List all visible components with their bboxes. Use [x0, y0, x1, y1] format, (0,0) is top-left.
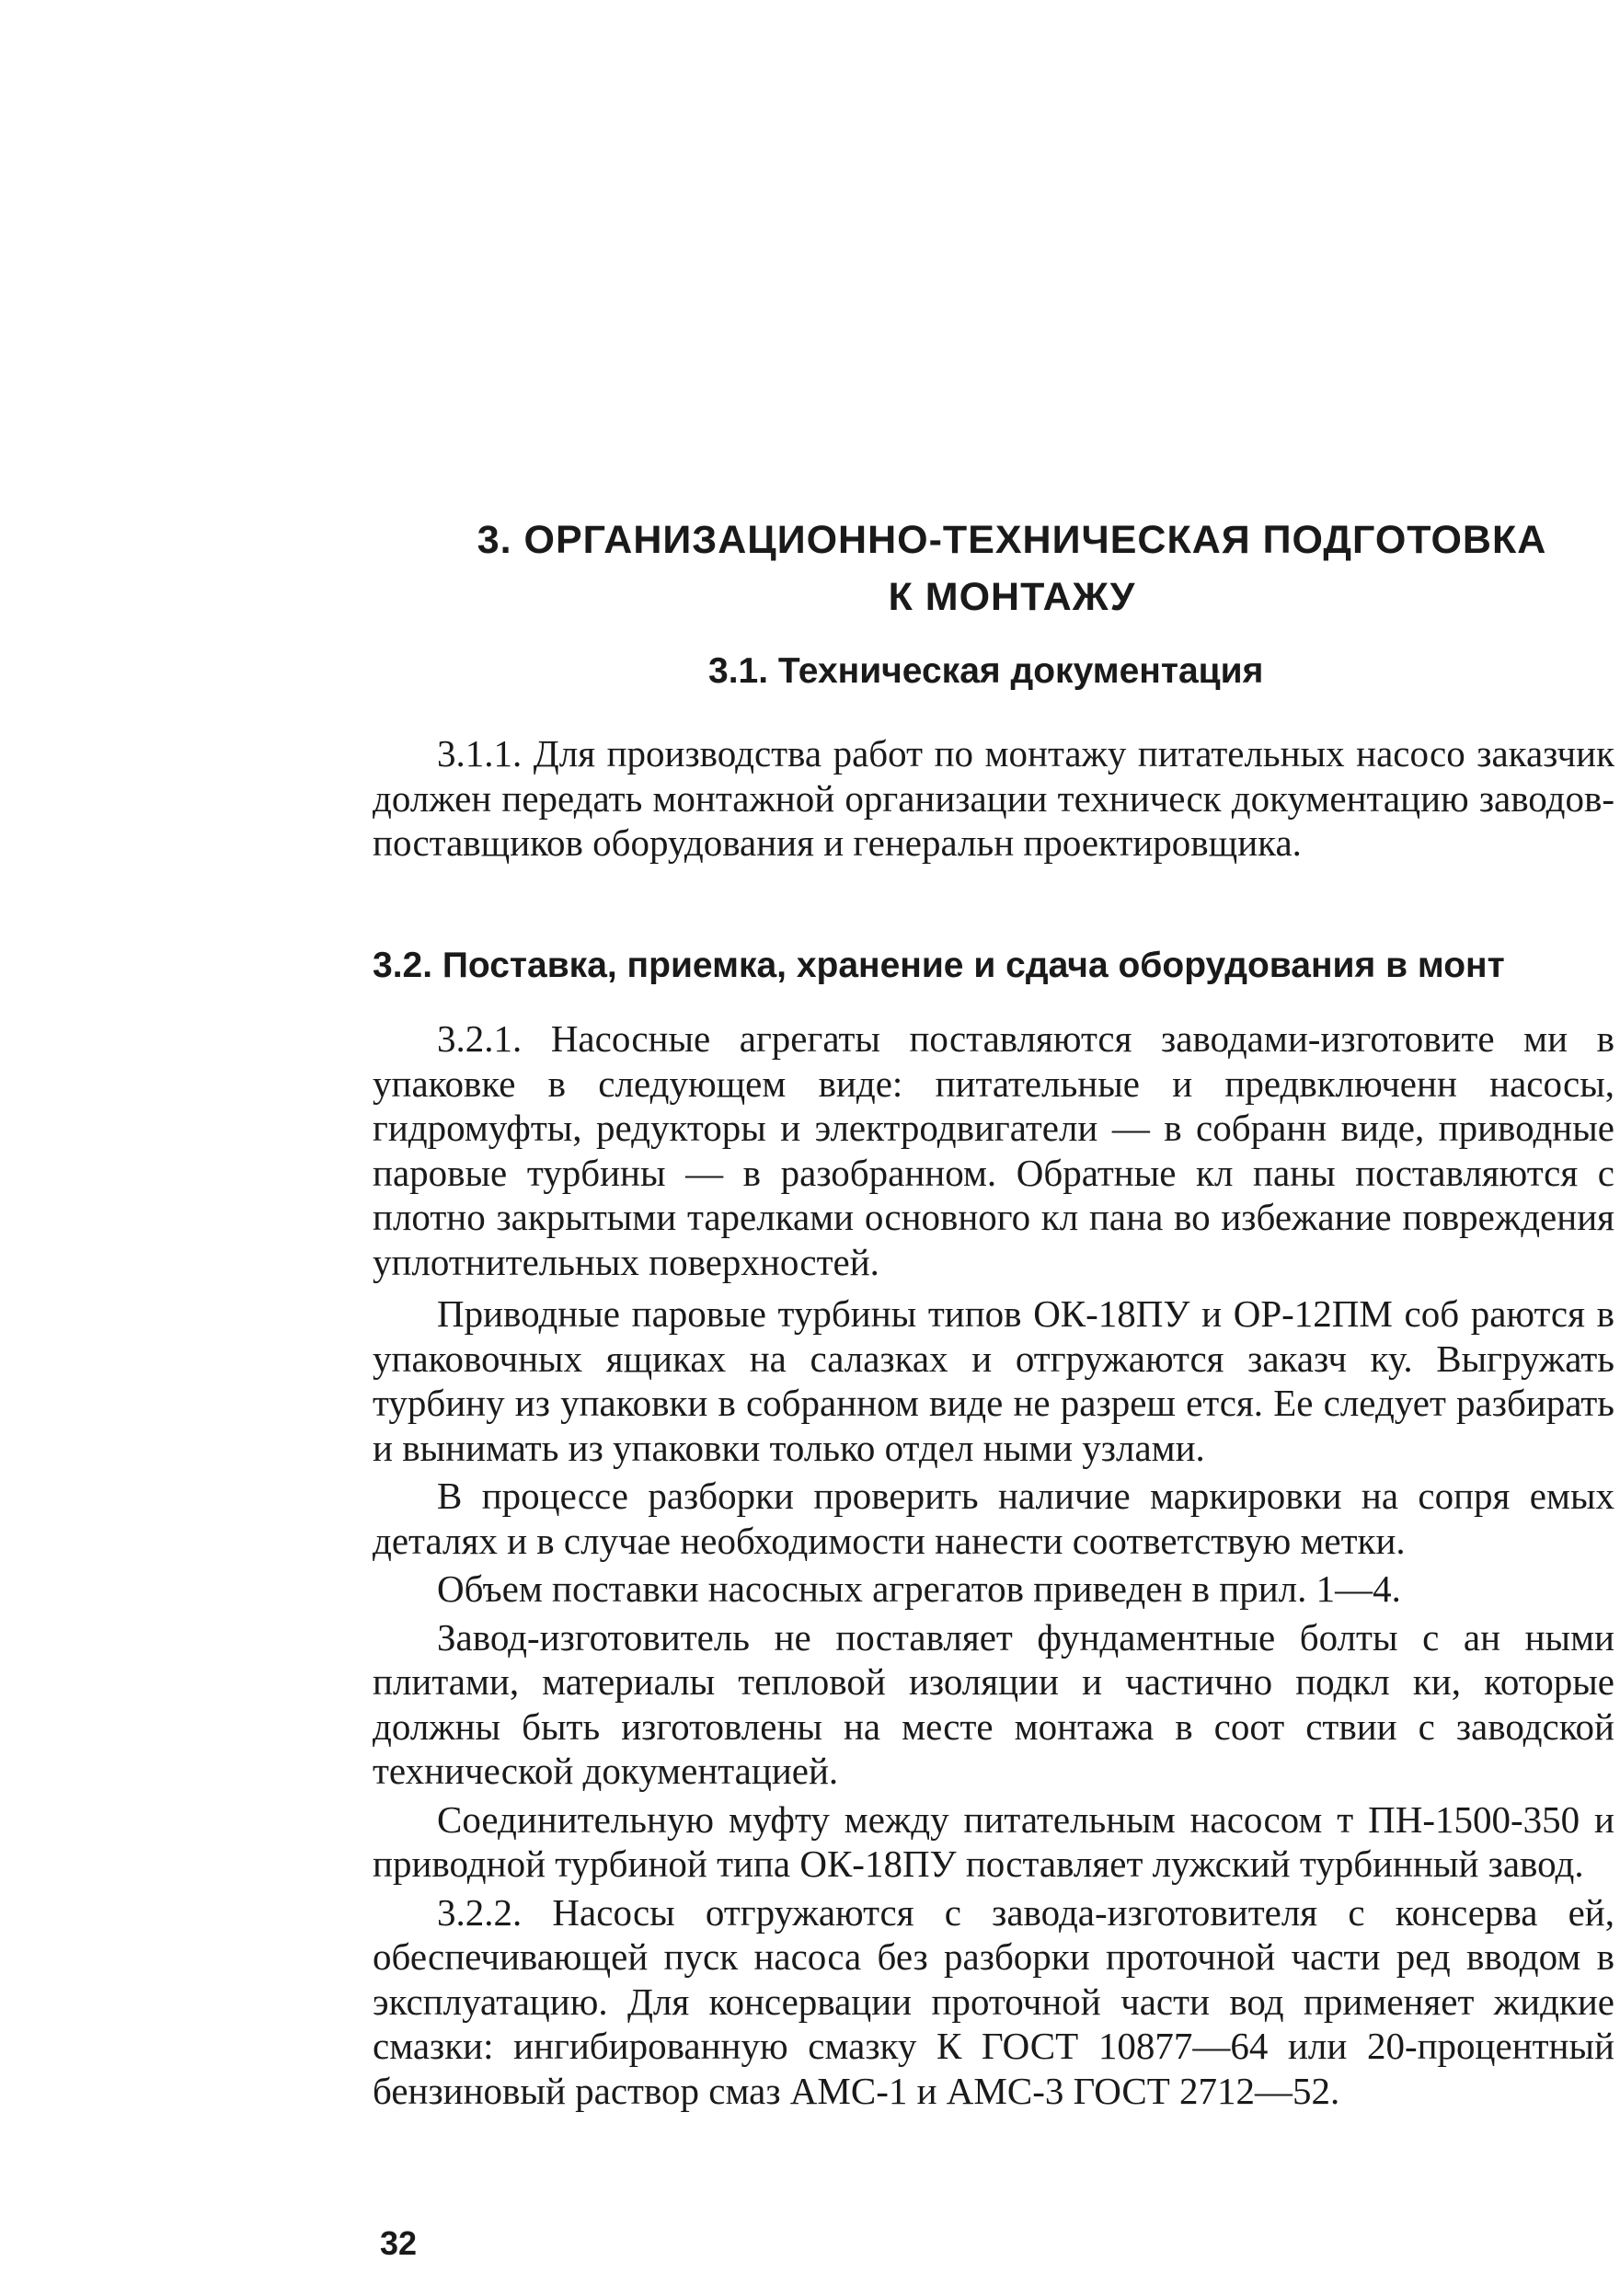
- paragraph-3-1-1: 3.1.1. Для производства работ по монтажу питательных насосо заказчик должен передать монтажной организации техническ документацию заводов-поставщиков оборудования и генеральн проектировщика.: [373, 732, 1614, 864]
- chapter-title-line-2: К МОНТАЖУ: [888, 575, 1136, 619]
- paragraph-coupling: Соединительную муфту между питательным насосом т ПН-1500-350 и приводной турбиной типа ОК-18ПУ поставляет лужский турбинный завод.: [373, 1797, 1614, 1885]
- paragraph-marking: В процессе разборки проверить наличие маркировки на сопря емых деталях и в случае необходимости нанести соответствую метки.: [373, 1475, 1614, 1562]
- section-heading-3-2: 3.2. Поставка, приемка, хранение и сдача оборудования в монт: [373, 946, 1505, 985]
- paragraph-3-2-2: 3.2.2. Насосы отгружаются с завода-изготовителя с консерва ей, обеспечивающей пуск насоса без разборки проточной части ред вводом в эксплуатацию. Для консервации проточной части вод применяет жидкие смазки: ингибированную смазку К ГОСТ 10877—64 или 20-процентный бензиновый раствор смаз АМС-1 и АМС-3 ГОСТ 2712—52.: [373, 1890, 1614, 2112]
- page-number: 32: [380, 2224, 418, 2262]
- paragraph-not-supplied: Завод-изготовитель не поставляет фундаментные болты с ан ными плитами, материалы тепловой изоляции и частично подкл ки, которые должны быть изготовлены на месте монтажа в соот ствии с заводской технической документацией.: [373, 1615, 1614, 1792]
- section-3-1-body: [373, 731, 1614, 866]
- chapter-title-line-1: 3. ОРГАНИЗАЦИОННО-ТЕХНИЧЕСКАЯ ПОДГОТОВКА: [477, 518, 1547, 562]
- paragraph-delivery-scope: Объем поставки насосных агрегатов приведен в прил. 1—4.: [437, 1567, 1401, 1610]
- paragraph-turbines: Приводные паровые турбины типов ОК-18ПУ и ОР-12ПМ соб раются в упаковочных ящиках на салазках и отгружаются заказч ку. Выгружать турбину из упаковки в собранном виде не разреш ется. Ее следует разбирать и вынимать из упаковки только отдел ными узлами.: [373, 1292, 1614, 1469]
- paragraph-3-2-1: 3.2.1. Насосные агрегаты поставляются заводами-изготовите ми в упаковке в следующем виде: питательные и предвключенн насосы, гидромуфты, редукторы и электродвигатели — в собранн виде, приводные паровые турбины — в разобранном. Обратные кл паны поставляются с плотно закрытыми тарелками основного кл пана во избежание повреждения уплотнительных поверхностей.: [373, 1017, 1614, 1283]
- section-heading-3-1: 3.1. Техническая документация: [708, 651, 1264, 691]
- section-3-2-body: [373, 1016, 1614, 2113]
- chapter-title: [442, 511, 1582, 626]
